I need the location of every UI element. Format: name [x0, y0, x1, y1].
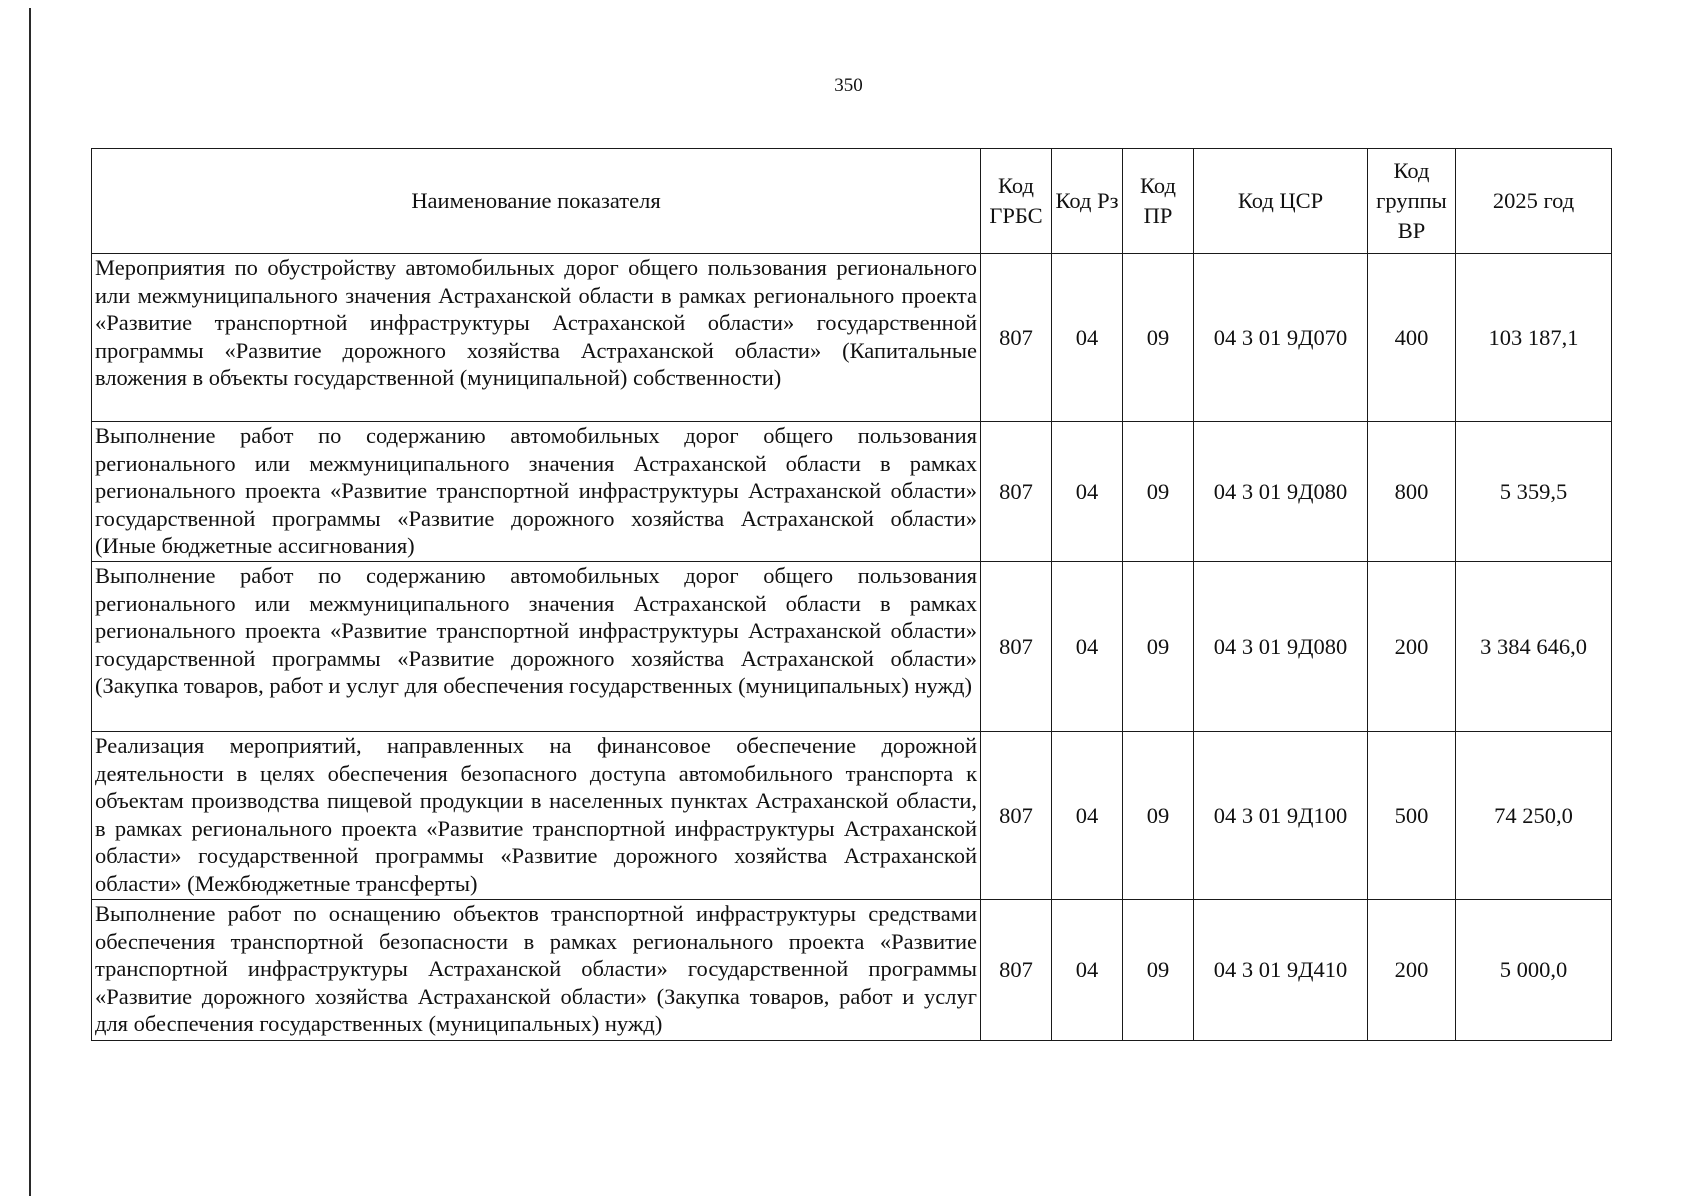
table-header-row — [92, 149, 1612, 254]
row-name: Мероприятия по обустройству автомобильных дорог общего пользования регионального или межмуниципального значения Астраханской области в рамках регионального проекта «Развитие транспортной инфраструктуры Астраханской области» государственной программы «Развитие дорожного хозяйства Астраханской области» (Капитальные вложения в объекты государственной (муниципальной) собственности) — [92, 254, 981, 422]
row-rz: 04 — [1052, 254, 1123, 422]
row-grbs: 807 — [981, 900, 1052, 1041]
row-vr: 200 — [1368, 900, 1456, 1041]
header-pr: Код ПР — [1123, 149, 1194, 254]
row-pr: 09 — [1123, 900, 1194, 1041]
row-rz: 04 — [1052, 562, 1123, 732]
row-csr: 04 3 01 9Д080 — [1194, 562, 1368, 732]
header-rz: Код Рз — [1052, 149, 1123, 254]
budget-table — [91, 148, 1612, 1041]
row-grbs: 807 — [981, 422, 1052, 562]
row-amount: 5 359,5 — [1456, 422, 1612, 562]
row-vr: 400 — [1368, 254, 1456, 422]
row-pr: 09 — [1123, 732, 1194, 900]
row-pr: 09 — [1123, 254, 1194, 422]
row-csr: 04 3 01 9Д410 — [1194, 900, 1368, 1041]
header-grbs: Код ГРБС — [981, 149, 1052, 254]
table-row — [92, 254, 1612, 422]
page-binding-line — [29, 8, 31, 1196]
row-amount: 3 384 646,0 — [1456, 562, 1612, 732]
row-csr: 04 3 01 9Д070 — [1194, 254, 1368, 422]
row-name: Реализация мероприятий, направленных на финансовое обеспечение дорожной деятельности в целях обеспечения безопасного доступа автомобильного транспорта к объектам производства пищевой продукции в населенных пунктах Астраханской области, в рамках регионального проекта «Развитие транспортной инфраструктуры Астраханской области» государственной программы «Развитие дорожного хозяйства Астраханской области» (Межбюджетные трансферты) — [92, 732, 981, 900]
row-vr: 200 — [1368, 562, 1456, 732]
table-row — [92, 562, 1612, 732]
header-name: Наименование показателя — [92, 149, 981, 254]
row-vr: 500 — [1368, 732, 1456, 900]
row-csr: 04 3 01 9Д080 — [1194, 422, 1368, 562]
row-pr: 09 — [1123, 422, 1194, 562]
row-name: Выполнение работ по содержанию автомобильных дорог общего пользования регионального или межмуниципального значения Астраханской области в рамках регионального проекта «Развитие транспортной инфраструктуры Астраханской области» государственной программы «Развитие дорожного хозяйства Астраханской области» (Иные бюджетные ассигнования) — [92, 422, 981, 562]
row-vr: 800 — [1368, 422, 1456, 562]
header-vr: Код группы ВР — [1368, 149, 1456, 254]
row-grbs: 807 — [981, 254, 1052, 422]
row-name: Выполнение работ по содержанию автомобильных дорог общего пользования регионального или межмуниципального значения Астраханской области в рамках регионального проекта «Развитие транспортной инфраструктуры Астраханской области» государственной программы «Развитие дорожного хозяйства Астраханской области» (Закупка товаров, работ и услуг для обеспечения государственных (муниципальных) нужд) — [92, 562, 981, 732]
row-pr: 09 — [1123, 562, 1194, 732]
table-row — [92, 422, 1612, 562]
row-csr: 04 3 01 9Д100 — [1194, 732, 1368, 900]
page-number: 350 — [834, 75, 863, 96]
row-amount: 103 187,1 — [1456, 254, 1612, 422]
row-name: Выполнение работ по оснащению объектов транспортной инфраструктуры средствами обеспечения транспортной безопасности в рамках регионального проекта «Развитие транспортной инфраструктуры Астраханской области» государственной программы «Развитие дорожного хозяйства Астраханской области» (Закупка товаров, работ и услуг для обеспечения государственных (муниципальных) нужд) — [92, 900, 981, 1041]
header-csr: Код ЦСР — [1194, 149, 1368, 254]
row-amount: 74 250,0 — [1456, 732, 1612, 900]
row-amount: 5 000,0 — [1456, 900, 1612, 1041]
header-year: 2025 год — [1456, 149, 1612, 254]
row-rz: 04 — [1052, 900, 1123, 1041]
table-row — [92, 900, 1612, 1041]
row-rz: 04 — [1052, 732, 1123, 900]
row-grbs: 807 — [981, 562, 1052, 732]
row-rz: 04 — [1052, 422, 1123, 562]
row-grbs: 807 — [981, 732, 1052, 900]
table-row — [92, 732, 1612, 900]
